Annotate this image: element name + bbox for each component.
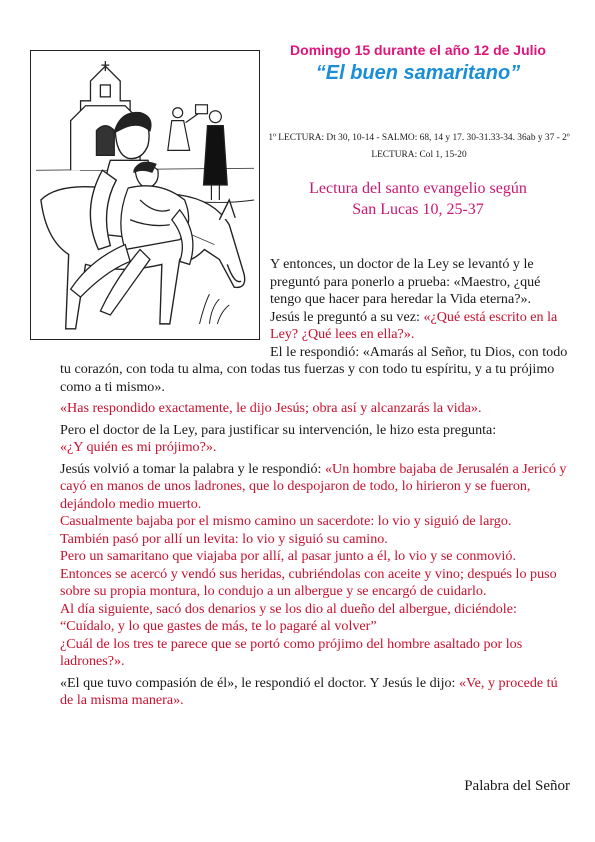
gospel-text-run: «El que tuvo compasión de él», le respondió el doctor. Y Jesús le dijo: [60,674,459,691]
gospel-paragraph: Al día siguiente, sacó dos denarios y se los dio al dueño del albergue, diciéndole: “Cuídalo, y lo que gastes de más, te lo pagaré al volver” [60,600,517,634]
gospel-title: “El buen samaritano” [315,62,521,84]
gospel-paragraph: Pero el doctor de la Ley, para justificar su intervención, le hizo esta pregunta: [60,421,497,438]
gospel-paragraph: Y entonces, un doctor de la Ley se levantó y le preguntó para ponerlo a prueba: «Maestro, ¿qué tengo que hacer para heredar la Vida eterna?». [270,256,541,307]
gospel-quote: «Un hombre bajaba de Jerusalén a Jericó y cayó en manos de unos ladrones, que lo despojaron de todo, lo hirieron y se fueron, dejándolo medio muerto. [60,460,567,512]
levite-figure [203,111,227,200]
gospel-paragraph: ¿Cuál de los tres te parece que se portó como prójimo del hombre asaltado por los ladrones?». [60,635,523,669]
priest-figure [168,105,208,151]
gospel-paragraph: «Has respondido exactamente, le dijo Jesús; obra así y alcanzarás la vida». [60,400,482,416]
gospel-text [60,256,570,710]
reading-heading [268,178,568,220]
gospel-paragraph: También pasó por allí un levita: lo vio y siguió su camino. [60,530,388,547]
gospel-paragraph: Casualmente bajaba por el mismo camino un sacerdote: lo vio y siguió de largo. [60,513,512,529]
gospel-paragraph: Pero un samaritano que viajaba por allí, al pasar junto a él, lo vio y se conmovió. [60,548,516,564]
gospel-paragraph: El le respondió: «Amarás al Señor, tu Dios, con todo tu corazón, con toda tu alma, con todas tus fuerzas y con todo tu espíritu, y a tu prójimo como a ti mismo». [60,343,568,395]
reading-heading-line-1: Lectura del santo evangelio según [309,180,527,197]
title-block [268,42,568,85]
gospel-paragraph: Entonces se acercó y vendó sus heridas, cubriéndolas con aceite y vino; después lo puso sobre su propia montura, lo condujo a un albergue y se encargó de cuidarlo. [60,565,557,599]
reading-heading-line-2: San Lucas 10, 25-37 [352,201,484,218]
sunday-date-heading: Domingo 15 durante el año 12 de Julio [290,42,546,58]
gospel-quote: «¿Qué está escrito en la Ley? ¿Qué lees en ella?». [270,308,558,342]
gospel-quote: «Ve, y procede tú de la misma manera». [60,674,558,708]
gospel-text-run: Jesús le preguntó a su vez: [270,308,424,325]
readings-reference: 1º LECTURA: Dt 30, 10-14 - SALMO: 68, 14 y 17. 30-31.33-34. 36ab y 37 - 2º LECTURA: Col 1, 15-20 [268,133,570,160]
gospel-paragraph: «¿Y quién es mi prójimo?». [60,439,217,455]
gospel-text-run: Jesús volvió a tomar la palabra y le respondió: [60,460,325,477]
gospel-paragraph [60,675,570,710]
closing-acclamation: Palabra del Señor [464,778,570,794]
gospel-paragraph [60,309,570,344]
gospel-paragraph [60,461,570,514]
